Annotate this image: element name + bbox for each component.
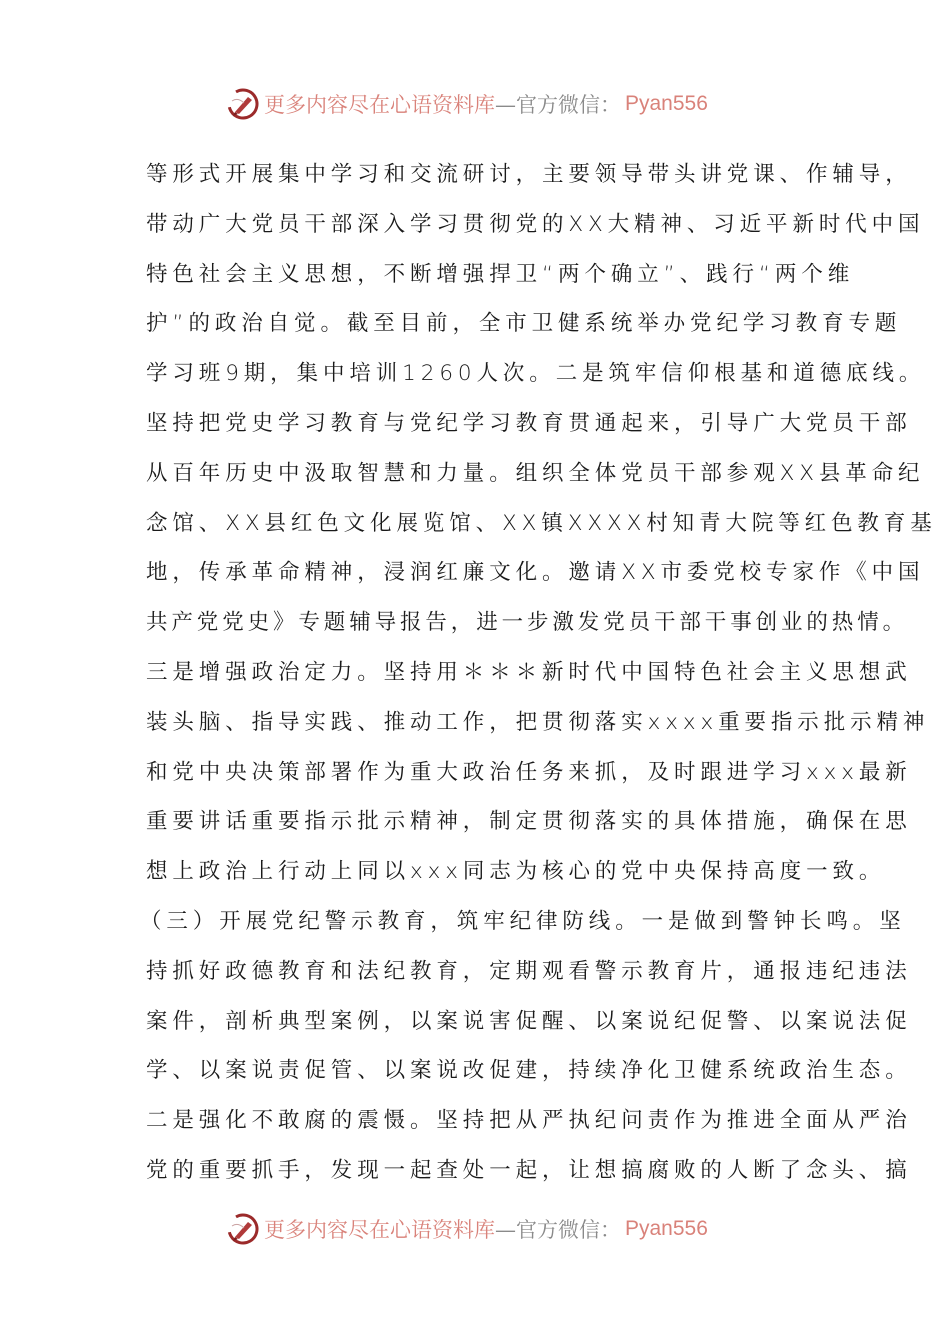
quill-pen-logo-icon [226,87,260,121]
body-line: 持抓好政德教育和法纪教育，定期观看警示教育片，通报违纪违法 [146,958,912,984]
header-banner [226,84,726,124]
body-line: 共产党党史》专题辅导报告，进一步激发党员干部干事创业的热情。 [146,610,909,636]
document-body [140,150,937,1196]
body-line: 带动广大党员干部深入学习贯彻党的XX大精神、习近平新时代中国 [146,211,925,237]
section-heading-line: （三）开展党纪警示教育，筑牢纪律防线。一是做到警钟长鸣。坚 [140,908,906,934]
body-line: 学、以案说责促管、以案说改促建，持续净化卫健系统政治生态。 [146,1058,912,1084]
body-line: 护”的政治自觉。截至目前，全市卫健系统举办党纪学习教育专题 [146,311,902,337]
body-line: 等形式开展集中学习和交流研讨，主要领导带头讲党课、作辅导， [146,162,912,187]
body-line: 党的重要抓手，发现一起查处一起，让想搞腐败的人断了念头、搞 [146,1157,912,1183]
body-line: 特色社会主义思想，不断增强捍卫“两个确立”、践行“两个维 [146,261,855,287]
banner-separator: —官方微信： [495,1218,621,1242]
body-line: 念馆、XX县红色文化展览馆、XX镇XXXX村知青大院等红色教育基 [146,510,937,536]
banner-title: 更多内容尽在心语资料库 [264,1218,495,1242]
wechat-id: Pyan556 [625,1217,708,1240]
body-line: 装头脑、指导实践、推动工作，把贯彻落实xxxx重要指示批示精神 [146,709,930,735]
banner-separator: —官方微信： [495,93,621,117]
body-line: 想上政治上行动上同以xxx同志为核心的党中央保持高度一致。 [146,859,886,885]
body-line: 案件，剖析典型案例，以案说害促醒、以案说纪促警、以案说法促 [146,1008,912,1034]
body-line: 地，传承革命精神，浸润红廉文化。邀请XX市委党校专家作《中国 [146,560,925,586]
quill-pen-logo-icon [226,1212,260,1246]
footer-banner [226,1209,726,1249]
body-line: 重要讲话重要指示批示精神，制定贯彻落实的具体措施，确保在思 [146,809,912,835]
banner-title: 更多内容尽在心语资料库 [264,93,495,117]
body-line: 和党中央决策部署作为重大政治任务来抓，及时跟进学习xxx最新 [146,759,912,785]
body-line: 三是增强政治定力。坚持用＊＊＊新时代中国特色社会主义思想武 [146,659,912,685]
wechat-id: Pyan556 [625,92,708,115]
body-line: 坚持把党史学习教育与党纪学习教育贯通起来，引导广大党员干部 [146,410,912,436]
body-line: 二是强化不敢腐的震慑。坚持把从严执纪问责作为推进全面从严治 [146,1108,912,1134]
body-line: 从百年历史中汲取智慧和力量。组织全体党员干部参观XX县革命纪 [146,460,925,486]
body-line: 学习班9期，集中培训1260人次。二是筑牢信仰根基和道德底线。 [146,361,926,387]
